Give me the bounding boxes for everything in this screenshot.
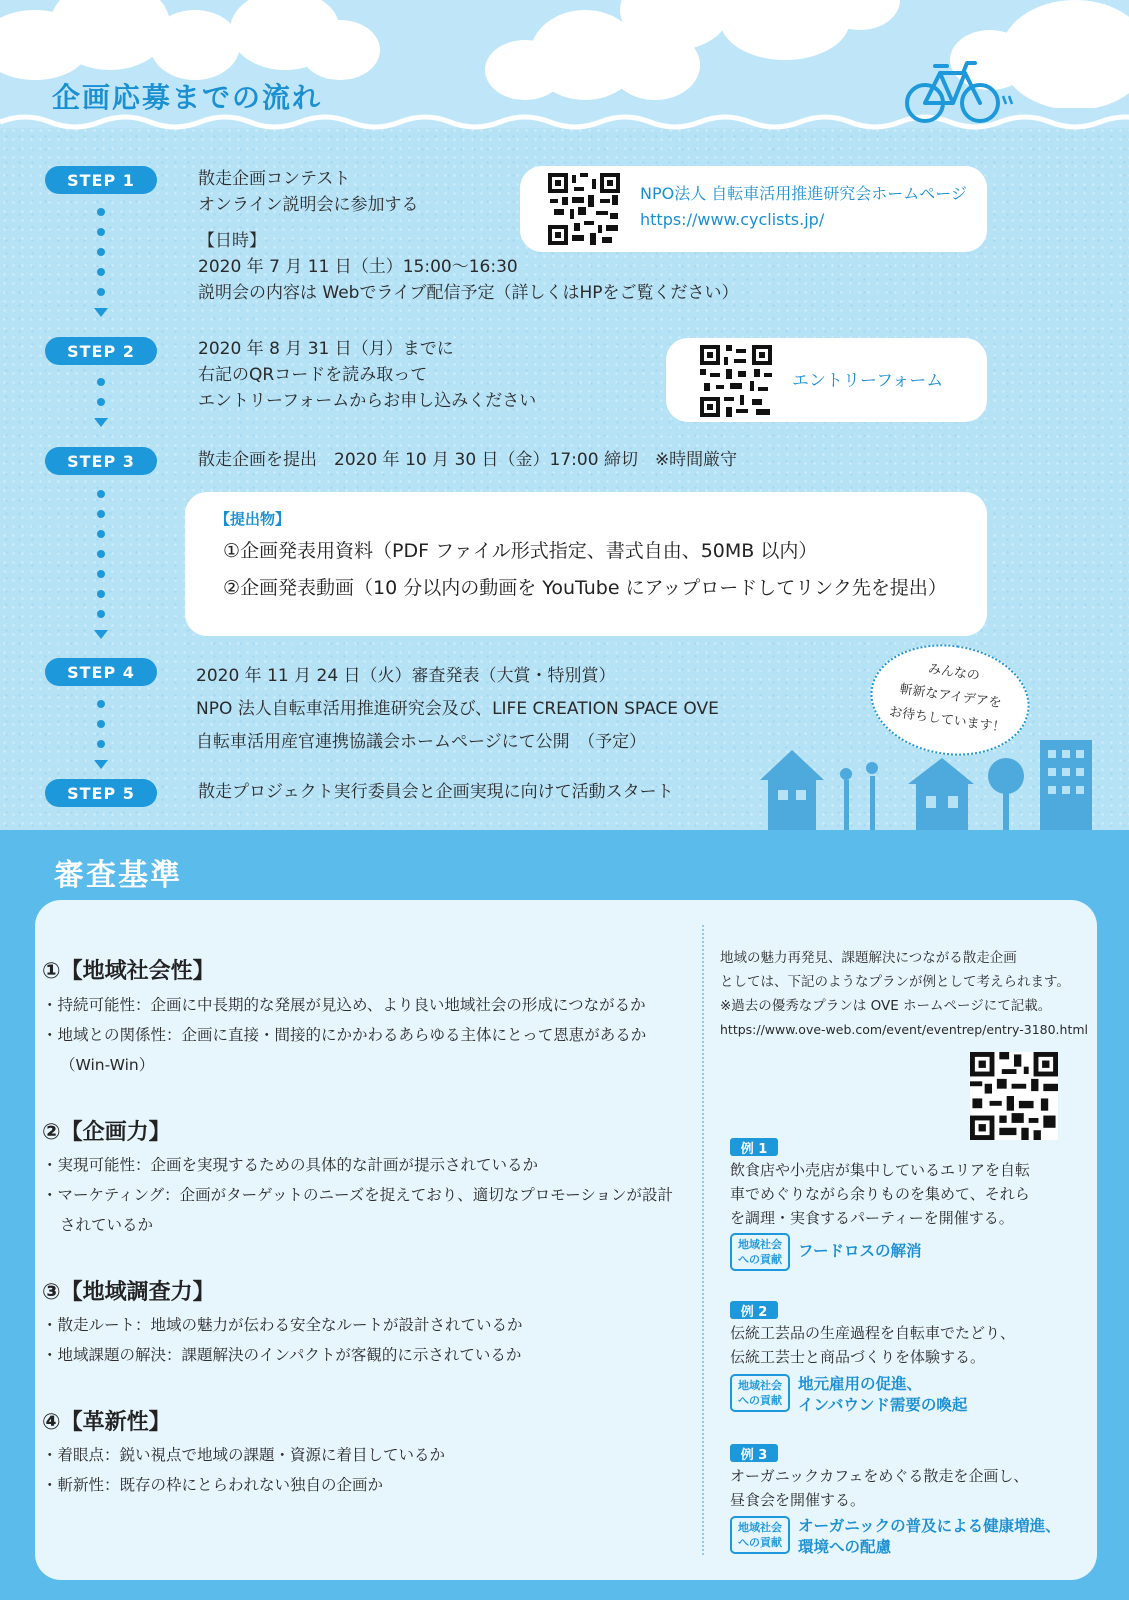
- flow-title: 企画応募までの流れ: [52, 81, 323, 114]
- criteria-heading: ①【地域社会性】: [42, 959, 215, 984]
- example-1-contribution: フードロスの解消: [798, 1242, 922, 1260]
- criteria-heading: ③【地域調査力】: [42, 1280, 215, 1305]
- criteria-items: ・散走ルート：地域の魅力が伝わる安全なルートが設計されているか ・地域課題の解決：課題解決のインパクトが客観的に示されているか: [42, 1316, 523, 1364]
- npo-link-url[interactable]: https://www.cyclists.jp/: [640, 210, 825, 229]
- example-3-contribution: オーガニックの普及による健康増進、 環境への配慮: [798, 1517, 1061, 1556]
- qr-code-icon: [970, 1052, 1058, 1140]
- step-connector: [94, 490, 108, 639]
- criteria-items: ・着眼点：鋭い視点で地域の課題・資源に着目しているか ・斬新性：既存の枠にとらわれない独自の企画か: [42, 1446, 446, 1494]
- bicycle-icon: [905, 58, 1015, 128]
- criteria-items: ・持続可能性：企画に中長期的な発展が見込め、より良い地域社会の形成につながるか ・地域との関係性：企画に直接・間接的にかかわるあらゆる主体にとって恩恵があるか （Win-Win）: [42, 996, 647, 1074]
- qr-code-icon: [548, 173, 620, 245]
- entry-form-link[interactable]: エントリーフォーム: [792, 371, 944, 391]
- step-2-text: 2020 年 8 月 31 日（月）までに 右記のQRコードを読み取って エントリーフォームからお申し込みください: [198, 339, 537, 411]
- criteria-heading: ②【企画力】: [42, 1120, 171, 1145]
- example-3-body: オーガニックカフェをめぐる散走を企画し、 昼食会を開催する。: [730, 1467, 1029, 1509]
- ove-link[interactable]: https://www.ove-web.com/event/eventrep/entry-3180.html: [720, 1022, 1088, 1037]
- panel-divider: [702, 925, 704, 1555]
- town-illustration: [760, 740, 1100, 832]
- example-2-contribution: 地元雇用の促進、 インバウンド需要の喚起: [798, 1375, 968, 1414]
- example-2-label: 例 2: [730, 1301, 778, 1319]
- qr-code-icon: [700, 345, 772, 417]
- step-1-badge: STEP 1: [45, 166, 157, 194]
- criteria-title: 審査基準: [54, 858, 182, 893]
- step-5-text: 散走プロジェクト実行委員会と企画実現に向けて活動スタート: [198, 782, 674, 802]
- submission-item: ①企画発表用資料（PDF ファイル形式指定、書式自由、50MB 以内）: [223, 540, 818, 562]
- step-3-badge: STEP 3: [45, 447, 157, 475]
- step-connector: [94, 700, 108, 769]
- step-5-badge: STEP 5: [45, 779, 157, 807]
- step-2-badge: STEP 2: [45, 337, 157, 365]
- example-1-label: 例 1: [730, 1138, 778, 1156]
- submission-box: [185, 492, 987, 636]
- step-connector: [94, 208, 108, 317]
- npo-link[interactable]: [640, 181, 967, 233]
- step-4-badge: STEP 4: [45, 658, 157, 686]
- step-connector: [94, 378, 108, 427]
- example-2-body: 伝統工芸品の生産過程を自転車でたどり、 伝統工芸士と商品づくりを体験する。: [730, 1324, 1016, 1366]
- contribution-badge: 地域社会 への貢献: [730, 1516, 790, 1554]
- contribution-badge: 地域社会 への貢献: [730, 1233, 790, 1271]
- example-3-label: 例 3: [730, 1444, 778, 1462]
- step-1-text: 散走企画コンテスト オンライン説明会に参加する 【日時】 2020 年 7 月 11 日（土）15:00〜16:30 説明会の内容は Webでライブ配信予定（詳しくはHPをご覧ください）: [198, 169, 739, 303]
- step-4-text: 2020 年 11 月 24 日（火）審査発表（大賞・特別賞） NPO 法人自転車活用推進研究会及び、LIFE CREATION SPACE OVE 自転車活用産官連携協議会ホームページにて公開 （予定）: [196, 666, 719, 752]
- contribution-badge: 地域社会 への貢献: [730, 1374, 790, 1412]
- step-3-text: 散走企画を提出 2020 年 10 月 30 日（金）17:00 締切 ※時間厳守: [198, 450, 738, 470]
- npo-link-name[interactable]: NPO法人 自転車活用推進研究会ホームページ: [640, 184, 967, 203]
- speech-bubble: みんなの 斬新なアイデアを お待ちしています！: [863, 634, 1037, 765]
- submission-label: 【提出物】: [215, 510, 291, 528]
- criteria-items: ・実現可能性：企画を実現するための具体的な計画が提示されているか ・マーケティング：企画がターゲットのニーズを捉えており、適切なプロモーションが設計 されているか: [42, 1156, 674, 1234]
- criteria-heading: ④【革新性】: [42, 1410, 171, 1435]
- examples-intro: 地域の魅力再発見、課題解決につながる散走企画 としては、下記のようなプランが例として考えられます。 ※過去の優秀なプランは OVE ホームページにて記載。 https://www.ove-web.com/event/eventrep/entry-3180.html: [720, 946, 1088, 1042]
- example-1-body: 飲食店や小売店が集中しているエリアを自転 車でめぐりながら余りものを集めて、それら を調理・実食するパーティーを開催する。: [730, 1161, 1031, 1227]
- submission-item: ②企画発表動画（10 分以内の動画を YouTube にアップロードしてリンク先を提出）: [223, 577, 947, 599]
